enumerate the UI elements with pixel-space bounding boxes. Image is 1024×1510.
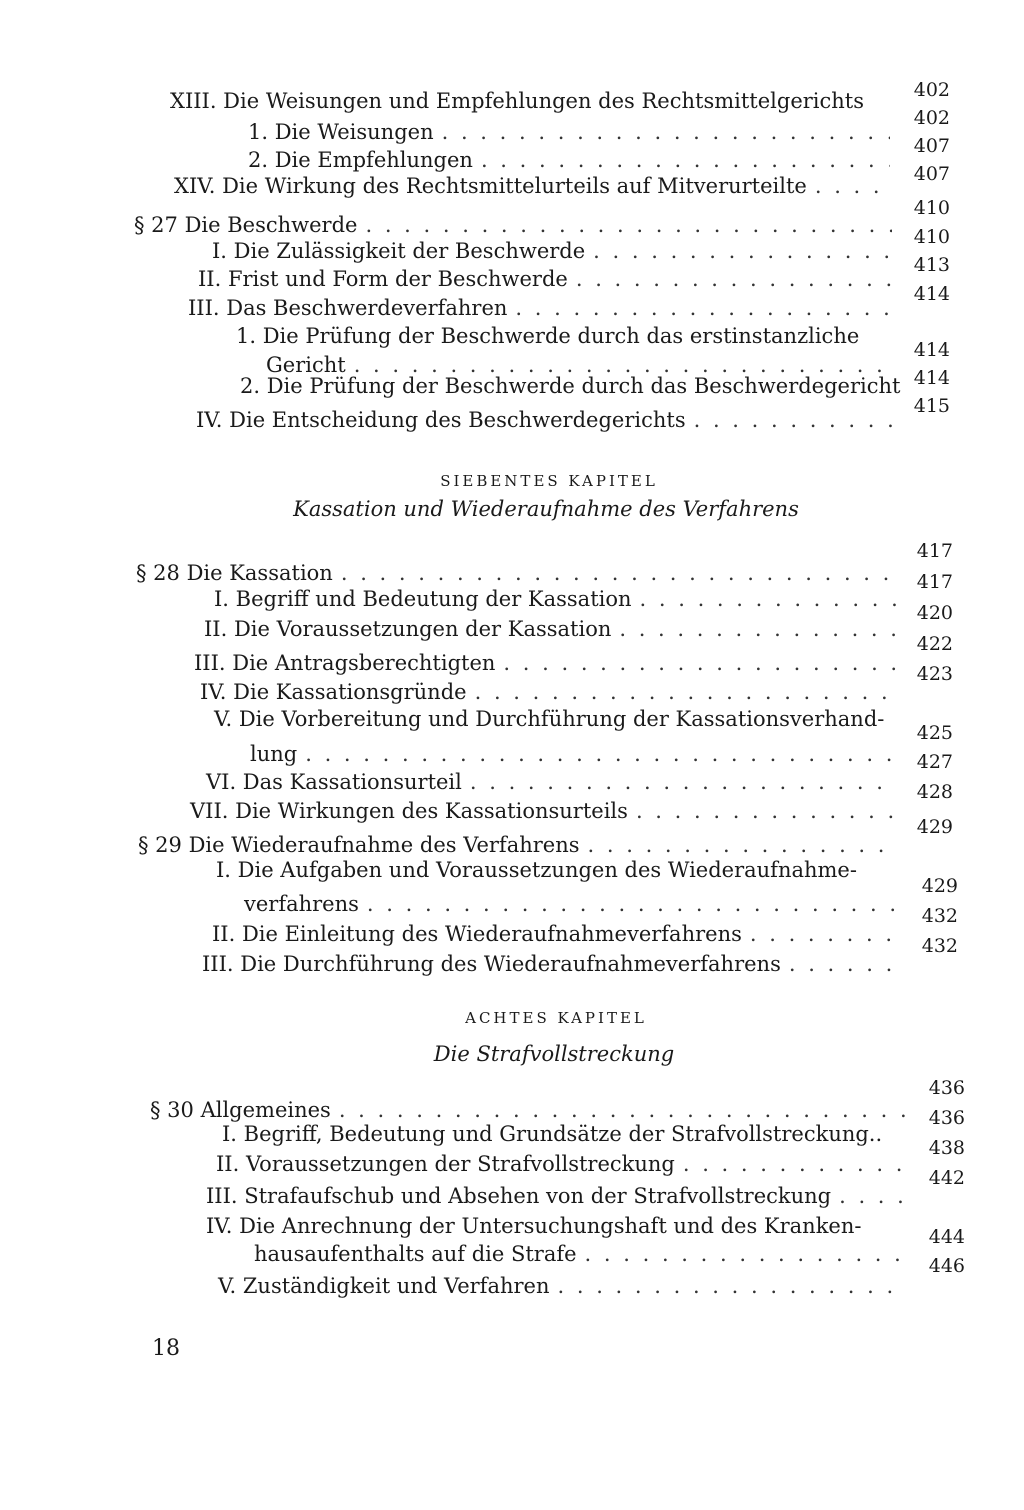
toc-entry: IV. Die Anrechnung der Untersuchungshaft und des Kranken- [206, 1214, 862, 1238]
toc-entry: II. Voraussetzungen der Strafvollstreckung . . . [216, 1150, 906, 1178]
toc-entry: II. Die Voraussetzungen der Kassation . . . [204, 615, 896, 643]
page-ref: 446 [928, 1255, 965, 1277]
page-ref: 414 [913, 367, 950, 389]
toc-entry: § 30 Allgemeines . . . [150, 1096, 906, 1124]
page-ref: 427 [916, 751, 953, 773]
page-ref: 410 [913, 197, 950, 219]
toc-entry: IV. Die Kassationsgründe . . . [200, 678, 896, 706]
toc-entry: III. Strafaufschub und Absehen von der Strafvollstreckung . . . [206, 1182, 906, 1210]
page-number: 18 [152, 1336, 180, 1361]
page-ref: 415 [913, 395, 950, 417]
page-ref: 402 [913, 107, 950, 129]
chapter-heading: SIEBENTES KAPITEL [440, 472, 658, 490]
page-ref: 414 [913, 283, 950, 305]
toc-entry: § 29 Die Wiederaufnahme des Verfahrens . . . [138, 831, 896, 859]
toc-entry: I. Die Zulässigkeit der Beschwerde . . . [212, 237, 892, 265]
toc-entry: VII. Die Wirkungen des Kassationsurteils . . . [190, 797, 896, 825]
toc-entry: verfahrens . . . [244, 890, 900, 918]
page-ref: 402 [913, 79, 950, 101]
page-ref: 432 [921, 935, 958, 957]
page-ref: 438 [928, 1137, 965, 1159]
toc-entry: I. Begriff, Bedeutung und Grundsätze der Strafvollstreckung.. [222, 1122, 883, 1146]
toc-entry: 2. Die Prüfung der Beschwerde durch das Beschwerdegericht [240, 374, 901, 398]
toc-entry: V. Die Vorbereitung und Durchführung der Kassationsverhand- [214, 707, 885, 731]
page-ref: 417 [916, 540, 953, 562]
page-ref: 407 [913, 163, 950, 185]
page-ref: 414 [913, 339, 950, 361]
page-ref: 432 [921, 905, 958, 927]
toc-entry: I. Begriff und Bedeutung der Kassation . . . [214, 585, 896, 613]
page-ref: 442 [928, 1167, 965, 1189]
page-ref: 410 [913, 226, 950, 248]
toc-entry: hausaufenthalts auf die Strafe . . . [254, 1240, 906, 1268]
toc-entry: Gericht . . . [266, 351, 892, 379]
page-ref: 407 [913, 135, 950, 157]
toc-entry: VI. Das Kassationsurteil . . . [206, 768, 896, 796]
toc-entry: II. Die Einleitung des Wiederaufnahmeverfahrens . . . [212, 920, 900, 948]
page-ref: 413 [913, 254, 950, 276]
page-ref: 429 [916, 816, 953, 838]
toc-entry: IV. Die Entscheidung des Beschwerdegerichts . . . [196, 406, 892, 434]
page-ref: 436 [928, 1107, 965, 1129]
page-ref: 423 [916, 663, 953, 685]
toc-entry: V. Zuständigkeit und Verfahren . . . [218, 1272, 906, 1300]
page-ref: 417 [916, 571, 953, 593]
toc-entry: III. Das Beschwerdeverfahren . . . [188, 294, 892, 322]
page-ref: 436 [928, 1077, 965, 1099]
toc-entry: § 27 Die Beschwerde . . . [134, 211, 892, 239]
chapter-title: Kassation und Wiederaufnahme des Verfahrens [293, 497, 799, 521]
toc-entry: XIII. Die Weisungen und Empfehlungen des Rechtsmittelgerichts [170, 89, 865, 113]
page-ref: 420 [916, 602, 953, 624]
toc-entry: § 28 Die Kassation . . . [136, 559, 896, 587]
toc-entry: 1. Die Prüfung der Beschwerde durch das erstinstanzliche [236, 324, 860, 348]
toc-entry: 2. Die Empfehlungen . . . [248, 146, 890, 174]
toc-entry: lung . . . [250, 740, 896, 768]
page-ref: 444 [928, 1226, 965, 1248]
toc-entry: III. Die Antragsberechtigten . . . [194, 649, 896, 677]
page-ref: 428 [916, 781, 953, 803]
page-ref: 422 [916, 633, 953, 655]
page-ref: 425 [916, 722, 953, 744]
chapter-heading: ACHTES KAPITEL [465, 1009, 647, 1027]
toc-entry: I. Die Aufgaben und Voraussetzungen des Wiederaufnahme- [216, 858, 857, 882]
toc-entry: III. Die Durchführung des Wiederaufnahmeverfahrens . . . [202, 950, 900, 978]
chapter-title: Die Strafvollstreckung [433, 1042, 675, 1066]
page-ref: 429 [921, 875, 958, 897]
toc-entry: II. Frist und Form der Beschwerde . . . [198, 265, 892, 293]
toc-entry: 1. Die Weisungen . . . [248, 118, 890, 146]
toc-entry: XIV. Die Wirkung des Rechtsmittelurteils auf Mitverurteilte . . . [174, 172, 892, 200]
